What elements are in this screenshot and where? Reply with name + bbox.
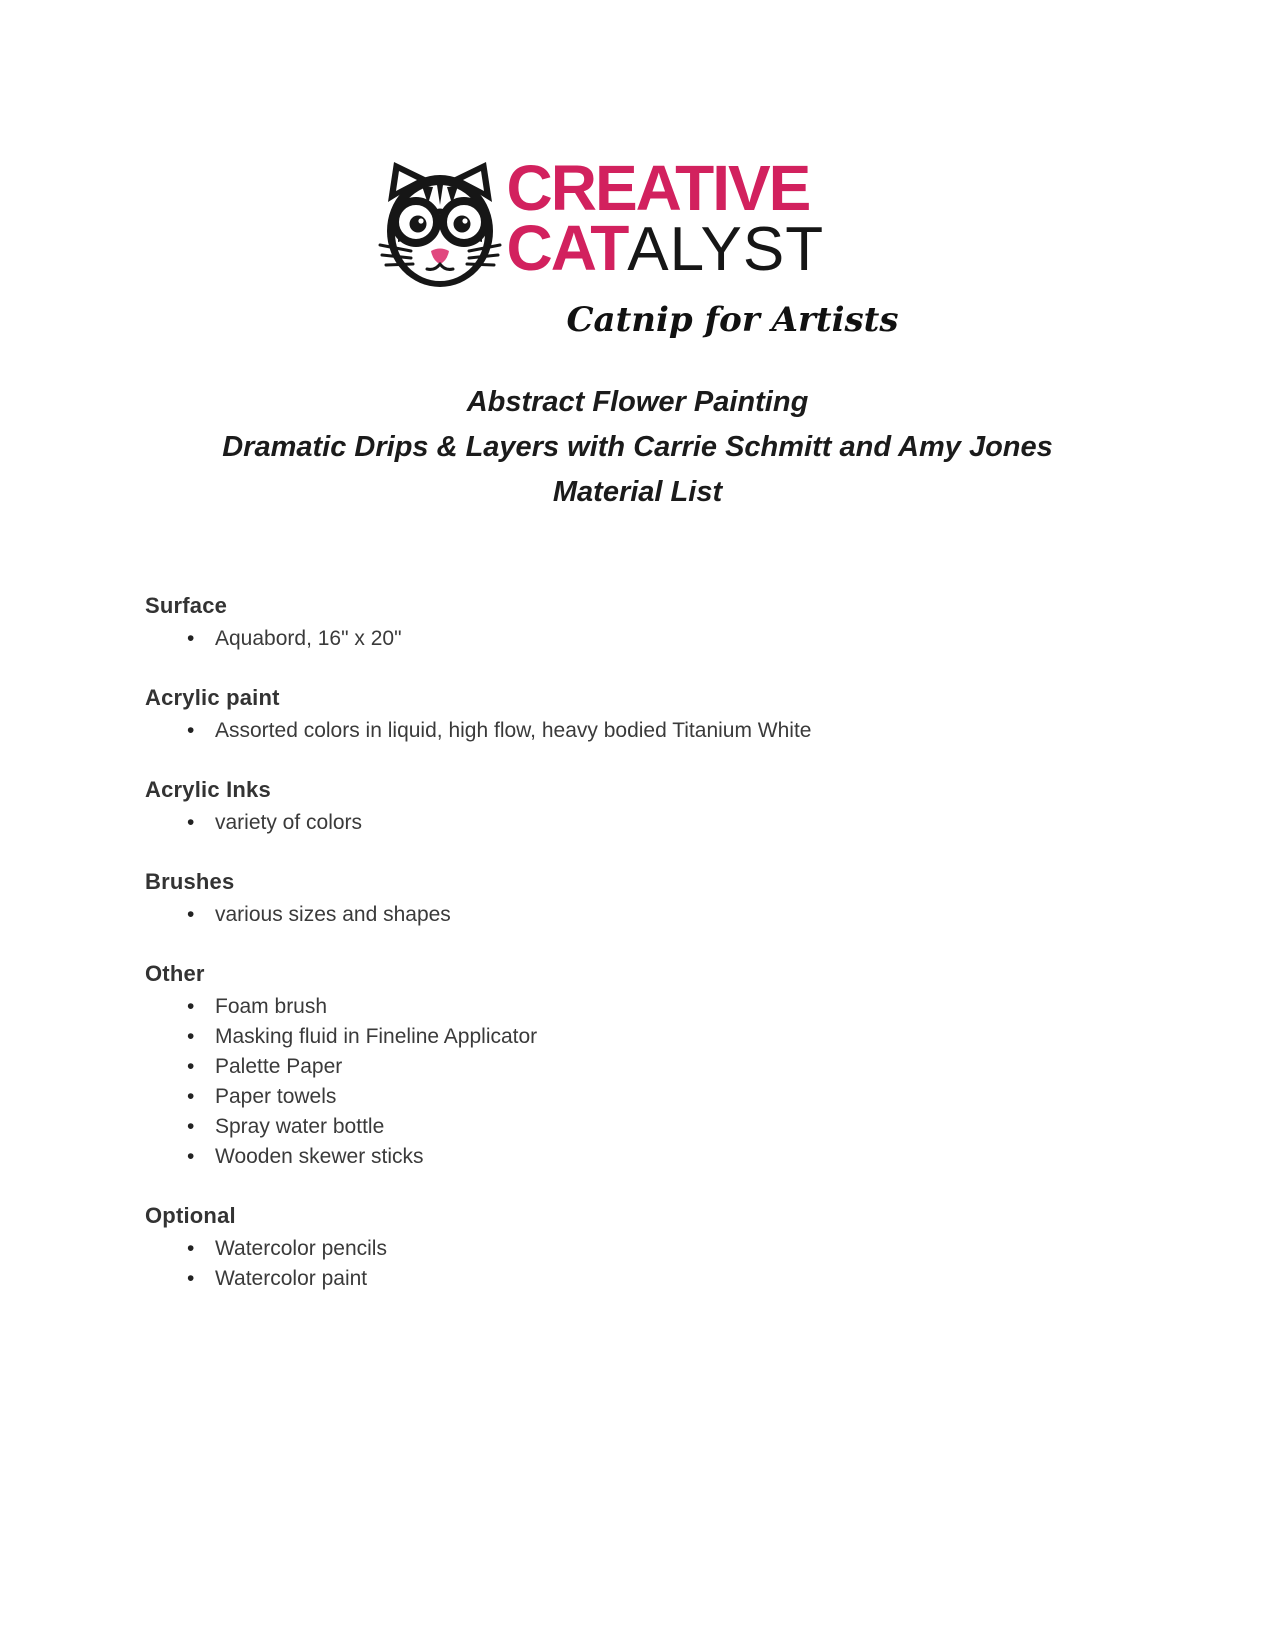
list-item: • Wooden skewer sticks — [145, 1142, 1155, 1172]
list-item: • Watercolor paint — [145, 1264, 1155, 1294]
list-item: • variety of colors — [145, 808, 1155, 838]
section-heading: Surface — [145, 593, 228, 618]
list-item: • Palette Paper — [145, 1052, 1155, 1082]
section-acrylic-inks — [145, 777, 1155, 838]
logo — [0, 0, 1275, 340]
section-heading: Acrylic paint — [145, 685, 280, 710]
brand-word-cat: CAT — [506, 212, 628, 284]
logo-wordmark — [506, 152, 899, 340]
title-line-3: Material List — [552, 476, 723, 508]
section-heading: Brushes — [145, 869, 235, 894]
section-heading: Optional — [145, 1203, 236, 1228]
list-item: • Paper towels — [145, 1082, 1155, 1112]
list-item: • Foam brush — [145, 992, 1155, 1022]
section-other — [145, 961, 1155, 1172]
cat-with-glasses-icon — [377, 158, 503, 290]
section-optional — [145, 1203, 1155, 1294]
title-line-1: Abstract Flower Painting — [466, 386, 809, 418]
section-heading: Acrylic Inks — [145, 777, 271, 802]
brand-tagline: Catnip for Artists — [566, 300, 899, 340]
section-surface — [145, 593, 1155, 654]
list-item: • Masking fluid in Fineline Applicator — [145, 1022, 1155, 1052]
brand-word-catalyst — [506, 212, 825, 296]
document-title — [0, 380, 1275, 515]
material-list — [145, 593, 1155, 1294]
brand-word-alyst: ALYST — [627, 215, 825, 284]
brand-word-creative: CREATIVE — [506, 152, 810, 224]
list-item: • Aquabord, 16" x 20" — [145, 624, 1155, 654]
list-item: • various sizes and shapes — [145, 900, 1155, 930]
section-heading: Other — [145, 961, 205, 986]
title-line-2: Dramatic Drips & Layers with Carrie Schmitt and Amy Jones — [222, 431, 1053, 463]
list-item: • Spray water bottle — [145, 1112, 1155, 1142]
section-acrylic-paint — [145, 685, 1155, 746]
section-brushes — [145, 869, 1155, 930]
list-item: • Assorted colors in liquid, high flow, heavy bodied Titanium White — [145, 716, 1155, 746]
list-item: • Watercolor pencils — [145, 1234, 1155, 1264]
